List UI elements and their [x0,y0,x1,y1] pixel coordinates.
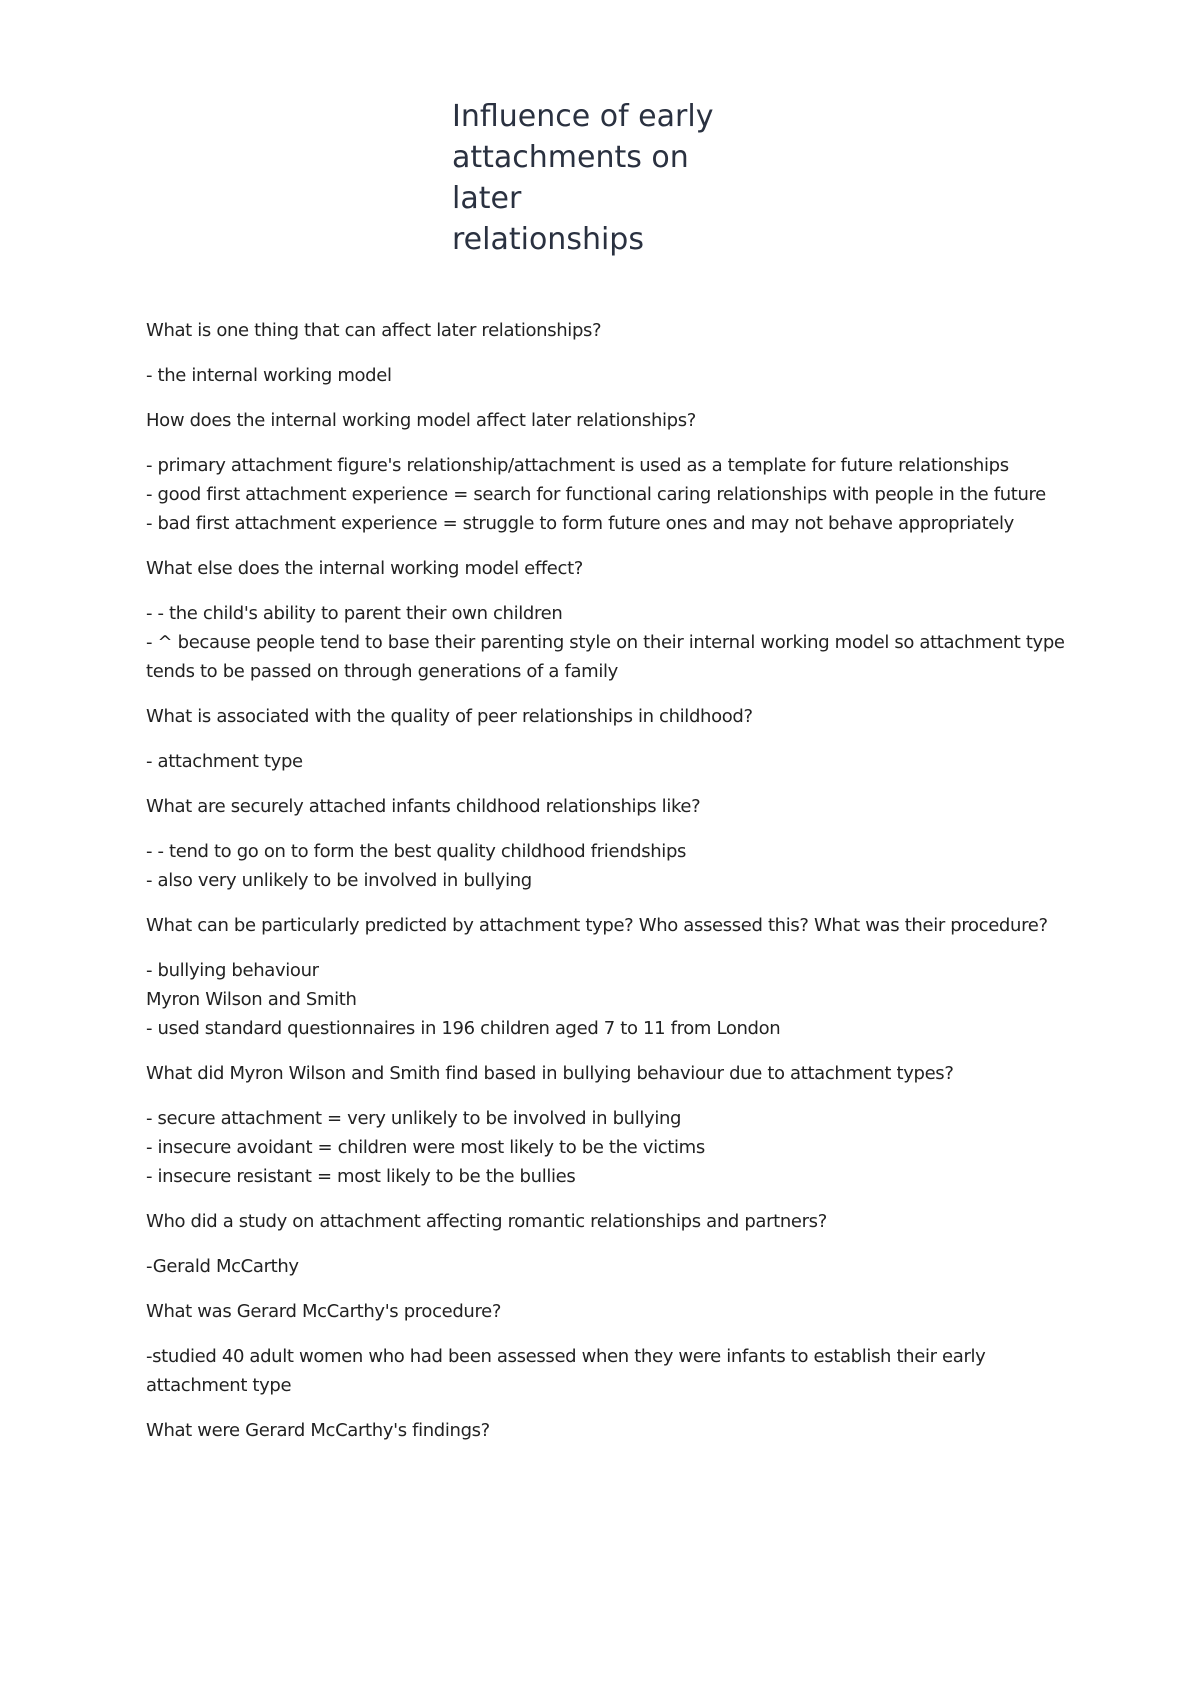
title-line: relationships [452,222,644,257]
question: What is one thing that can affect later relationships? [146,320,602,341]
question: What can be particularly predicted by attachment type? Who assessed this? What was their procedure? [146,915,1048,936]
answer [146,451,1066,538]
answer-line: - ^ because people tend to base their parenting style on their internal working model so attachment type tends to be passed on through generations of a family [146,632,1065,682]
answer [146,1104,1066,1191]
question: What are securely attached infants childhood relationships like? [146,796,701,817]
question: What did Myron Wilson and Smith find based in bullying behaviour due to attachment types? [146,1063,954,1084]
document-title [452,96,782,260]
title-line: Influence of early [452,99,714,134]
answer-line: - secure attachment = very unlikely to be involved in bullying [146,1108,682,1129]
answer-line: - attachment type [146,751,303,772]
answer-line: - good first attachment experience = search for functional caring relationships with people in the future [146,484,1046,505]
answer-line: - used standard questionnaires in 196 children aged 7 to 11 from London [146,1018,781,1039]
flashcard [146,702,1066,776]
answer-line: - primary attachment figure's relationship/attachment is used as a template for future relationships [146,455,1009,476]
answer-line: - insecure avoidant = children were most likely to be the victims [146,1137,705,1158]
flashcard [146,1059,1066,1191]
answer-line: - insecure resistant = most likely to be the bullies [146,1166,576,1187]
question: What is associated with the quality of peer relationships in childhood? [146,706,753,727]
answer-line: - also very unlikely to be involved in bullying [146,870,532,891]
answer [146,956,1066,1043]
title-line: later [452,181,522,216]
question: How does the internal working model affect later relationships? [146,410,696,431]
flashcard [146,554,1066,686]
answer-line: - bullying behaviour [146,960,319,981]
question: What was Gerard McCarthy's procedure? [146,1301,502,1322]
answer-line: - - the child's ability to parent their own children [146,603,563,624]
flashcard [146,406,1066,538]
answer-line: - - tend to go on to form the best quality childhood friendships [146,841,687,862]
title-line: attachments on [452,140,689,175]
flashcard [146,1207,1066,1281]
answer [146,599,1066,686]
question: What were Gerard McCarthy's findings? [146,1420,490,1441]
question: What else does the internal working model effect? [146,558,583,579]
flashcard [146,792,1066,895]
answer-line: Myron Wilson and Smith [146,989,357,1010]
answer [146,1252,1066,1281]
flashcard [146,316,1066,390]
answer [146,1342,1066,1400]
flashcard-list [146,316,1066,1461]
answer-line: - the internal working model [146,365,392,386]
answer-line: -Gerald McCarthy [146,1256,299,1277]
flashcard [146,1297,1066,1400]
answer-line: - bad first attachment experience = struggle to form future ones and may not behave appropriately [146,513,1014,534]
question: Who did a study on attachment affecting romantic relationships and partners? [146,1211,827,1232]
flashcard [146,1416,1066,1445]
answer [146,361,1066,390]
answer [146,837,1066,895]
flashcard [146,911,1066,1043]
answer-line: -studied 40 adult women who had been assessed when they were infants to establish their early attachment type [146,1346,986,1396]
answer [146,747,1066,776]
